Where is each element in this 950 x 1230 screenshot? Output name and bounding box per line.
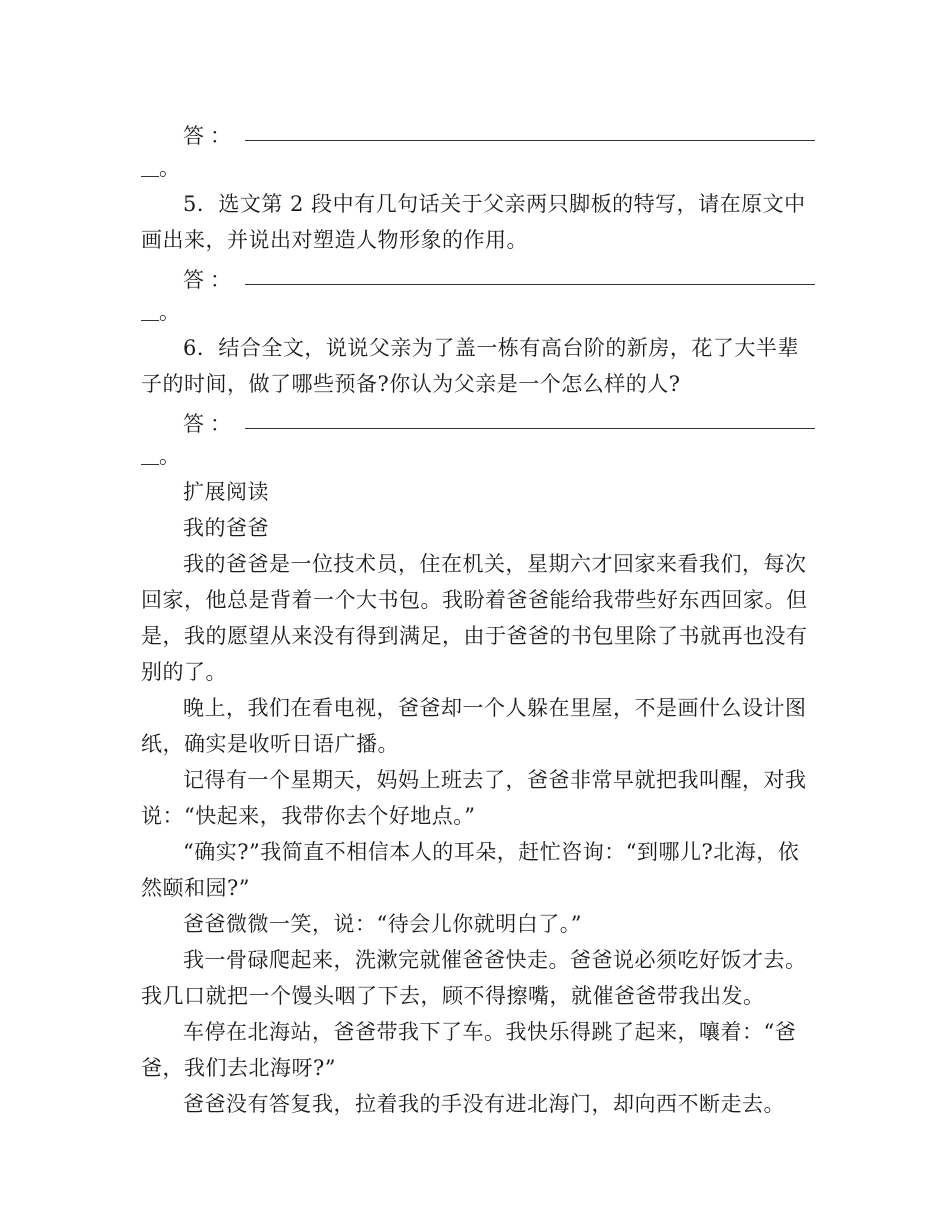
question-5-line-2: 画出来，并说出对塑造人物形象的作用。 — [141, 228, 528, 252]
answer-line-q5 — [141, 258, 815, 294]
question-5-line-1: 5．选文第 2 段中有几句话关于父亲两只脚板的特写，请在原文中 — [183, 192, 806, 216]
section-title: 扩展阅读 — [183, 480, 269, 504]
answer-blank[interactable] — [245, 283, 815, 285]
answer-end-mark: 。 — [159, 300, 180, 324]
answer-end-q5 — [141, 294, 815, 330]
answer-blank-tail — [141, 463, 159, 465]
answer-blank[interactable] — [245, 139, 815, 141]
article-paragraph: 我的爸爸是一位技术员，住在机关，星期六才回家来看我们，每次回家，他总是背着一个大书包。我盼着爸爸能给我带些好东西回家。但是，我的愿望从来没有得到满足，由于爸爸的书包里除了书就再也没有别的了。 — [141, 552, 808, 684]
answer-label: 答： — [183, 268, 237, 292]
answer-blank-tail — [141, 175, 159, 177]
article-paragraph: 我一骨碌爬起来，洗漱完就催爸爸快走。爸爸说必须吃好饭才去。我几口就把一个馒头咽了下去，顾不得擦嘴，就催爸爸带我出发。 — [141, 948, 807, 1008]
answer-end-mark: 。 — [159, 444, 180, 468]
answer-label: 答： — [183, 412, 237, 436]
answer-blank-tail — [141, 319, 159, 321]
answer-label: 答： — [183, 124, 237, 148]
answer-end-q6 — [141, 438, 815, 474]
document-body — [141, 114, 815, 1122]
article-paragraph: 记得有一个星期天，妈妈上班去了，爸爸非常早就把我叫醒，对我说：“快起来，我带你去个好地点。” — [141, 768, 807, 828]
answer-blank[interactable] — [245, 427, 815, 429]
question-6-line-1: 6．结合全文，说说父亲为了盖一栋有高台阶的新房，花了大半辈 — [183, 336, 799, 360]
answer-end-mark: 。 — [159, 156, 180, 180]
article-paragraph: 晚上，我们在看电视，爸爸却一个人躲在里屋，不是画什么设计图纸，确实是收听日语广播。 — [141, 696, 807, 756]
article-title: 我的爸爸 — [183, 516, 269, 540]
question-6-line-2: 子的时间，做了哪些预备?你认为父亲是一个怎么样的人? — [141, 372, 681, 396]
article-paragraph: 爸爸没有答复我，拉着我的手没有进北海门，却向西不断走去。 — [183, 1092, 785, 1116]
article-paragraph: 车停在北海站，爸爸带我下了车。我快乐得跳了起来，嚷着：“爸爸，我们去北海呀?” — [141, 1020, 797, 1080]
article-paragraph: 爸爸微微一笑，说：“待会儿你就明白了。” — [183, 912, 582, 936]
answer-end-q4 — [141, 150, 815, 186]
answer-line-q6 — [141, 402, 815, 438]
article-paragraph: “确实?”我简直不相信本人的耳朵，赶忙咨询：“到哪儿?北海，依然颐和园?” — [141, 840, 800, 900]
answer-line-q4 — [141, 114, 815, 150]
